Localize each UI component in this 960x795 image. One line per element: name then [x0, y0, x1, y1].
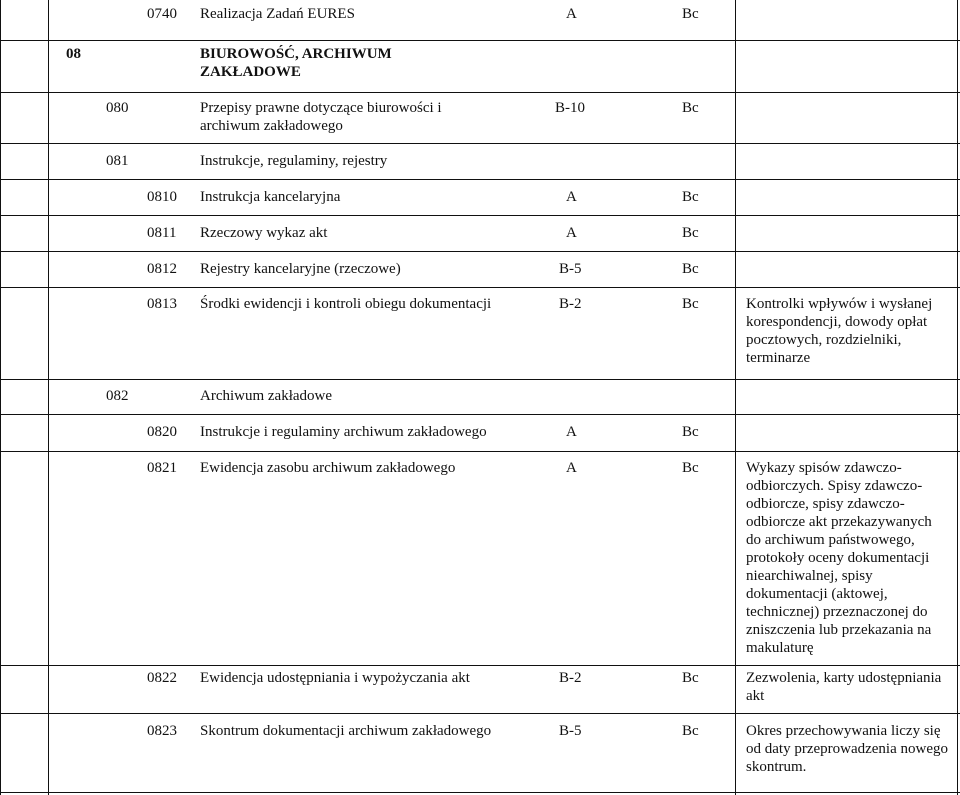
- table-border-bottom: [0, 792, 960, 793]
- symbol-code: 0823: [147, 723, 177, 739]
- category-a: A: [566, 424, 577, 440]
- category-a: A: [566, 189, 577, 205]
- category-b: Bc: [682, 723, 699, 739]
- symbol-code: 0810: [147, 189, 177, 205]
- category-b: Bc: [682, 261, 699, 277]
- category-b: Bc: [682, 670, 699, 686]
- entry-name: Rejestry kancelaryjne (rzeczowe): [200, 261, 401, 277]
- category-b: Bc: [682, 424, 699, 440]
- row-divider: [0, 40, 960, 41]
- entry-notes: Zezwolenia, karty udostępniania akt: [746, 670, 942, 704]
- group-code: 082: [106, 388, 129, 404]
- entry-name: Ewidencja zasobu archiwum zakładowego: [200, 460, 456, 476]
- row-divider: [0, 179, 960, 180]
- category-a: B-5: [559, 261, 582, 277]
- symbol-code: 0813: [147, 296, 177, 312]
- category-a: B-5: [559, 723, 582, 739]
- group-code: 081: [106, 153, 129, 169]
- row-divider: [0, 713, 960, 714]
- symbol-code: 0822: [147, 670, 177, 686]
- row-divider: [0, 414, 960, 415]
- symbol-code: 0811: [147, 225, 177, 241]
- row-divider: [0, 215, 960, 216]
- symbol-code: 0821: [147, 460, 177, 476]
- category-b: Bc: [682, 296, 699, 312]
- category-b: Bc: [682, 6, 699, 22]
- entry-name: Archiwum zakładowe: [200, 388, 333, 404]
- column-divider: [48, 0, 49, 795]
- table-border-right: [957, 0, 958, 795]
- section-name: BIUROWOŚĆ, ARCHIWUM ZAKŁADOWE: [200, 46, 392, 80]
- entry-name: Środki ewidencji i kontroli obiegu dokumentacji: [200, 296, 492, 312]
- symbol-code: 0820: [147, 424, 177, 440]
- entry-name: Instrukcja kancelaryjna: [200, 189, 341, 205]
- category-a: A: [566, 225, 577, 241]
- entry-name: Rzeczowy wykaz akt: [200, 225, 328, 241]
- entry-notes: Wykazy spisów zdawczo-odbiorczych. Spisy zdawczo-odbiorcze, spisy zdawczo-odbiorcze akt przekazywanych do archiwum państwowego, protokoły oceny dokumentacji niearchiwalnej, spisy dokumentacji (aktowej, technicznej) przeznaczonej do zniszczenia lub przekazania na makulaturę: [746, 460, 932, 656]
- entry-name: Realizacja Zadań EURES: [200, 6, 355, 22]
- entry-name: Ewidencja udostępniania i wypożyczania akt: [200, 670, 470, 686]
- row-divider: [0, 451, 960, 452]
- category-b: Bc: [682, 460, 699, 476]
- entry-name: Przepisy prawne dotyczące biurowości i archiwum zakładowego: [200, 100, 442, 134]
- row-divider: [0, 143, 960, 144]
- category-a: B-2: [559, 296, 582, 312]
- group-code: 080: [106, 100, 129, 116]
- row-divider: [0, 92, 960, 93]
- row-divider: [0, 665, 960, 666]
- row-divider: [0, 251, 960, 252]
- category-a: A: [566, 460, 577, 476]
- column-divider: [735, 0, 736, 795]
- symbol-code: 0812: [147, 261, 177, 277]
- entry-name: Instrukcje, regulaminy, rejestry: [200, 153, 388, 169]
- entry-notes: Kontrolki wpływów i wysłanej korespondencji, dowody opłat pocztowych, rozdzielniki, terminarze: [746, 296, 933, 366]
- category-b: Bc: [682, 189, 699, 205]
- entry-name: Skontrum dokumentacji archiwum zakładowego: [200, 723, 492, 739]
- category-b: Bc: [682, 225, 699, 241]
- entry-notes: Okres przechowywania liczy się od daty przeprowadzenia nowego skontrum.: [746, 723, 949, 775]
- category-a: A: [566, 6, 577, 22]
- category-a: B-10: [555, 100, 585, 116]
- symbol-code: 0740: [147, 6, 177, 22]
- category-a: B-2: [559, 670, 582, 686]
- entry-name: Instrukcje i regulaminy archiwum zakładowego: [200, 424, 487, 440]
- row-divider: [0, 379, 960, 380]
- row-divider: [0, 287, 960, 288]
- section-code: 08: [66, 46, 81, 62]
- table-border-left: [0, 0, 1, 795]
- category-b: Bc: [682, 100, 699, 116]
